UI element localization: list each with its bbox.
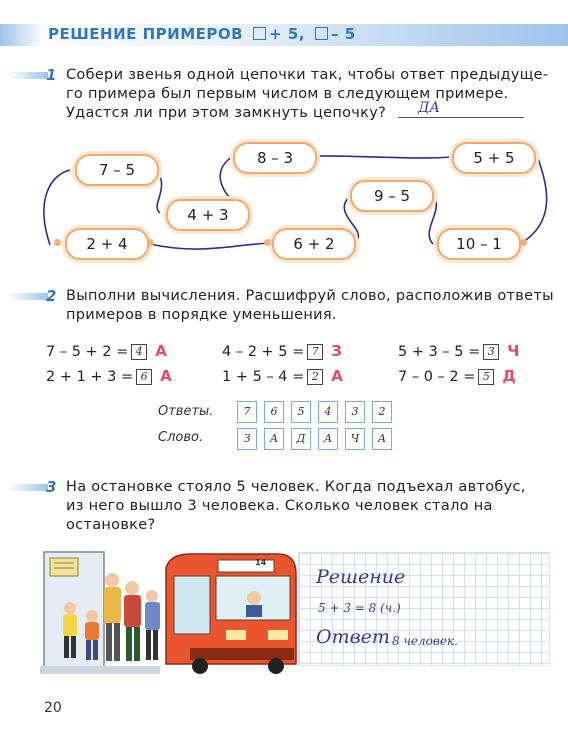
example-letter: А [155,342,167,360]
task-marker-bar [8,484,48,491]
task-marker-bar [8,293,48,300]
answer-text: 8 человек. [392,634,458,648]
word-cell[interactable]: А [264,428,284,450]
pavement [40,666,160,674]
chain-dot [520,239,527,246]
task-3-text [66,478,526,535]
example-letter: З [331,342,342,360]
example-answer-box[interactable]: 5 [478,369,494,385]
chain-link-2: 8 – 3 [233,142,317,174]
task-3-line-1: На остановке стояло 5 человек. Когда подъехал автобус, [66,479,526,495]
solution-label: Решение [316,566,406,588]
chain-link-5: 9 – 5 [350,180,434,212]
answer-cell[interactable]: 2 [372,401,392,423]
example-answer-box[interactable]: 6 [136,369,152,385]
example-letter: Д [502,367,516,385]
example-expression: 7 – 5 + 2 = [46,344,129,360]
example-row [222,342,342,360]
chain-dot [147,239,154,246]
word-cell[interactable]: А [318,428,338,450]
example-answer-box[interactable]: 3 [483,344,499,360]
example-expression: 7 – 0 – 2 = [398,369,476,385]
example-row [398,367,516,385]
section-title-op1: + 5, [269,25,305,43]
chain-line [150,243,270,249]
word-cell[interactable]: Д [291,428,311,450]
task-2-text [66,287,554,325]
page-number: 20 [44,700,62,716]
task-2-line-1: Выполни вычисления. Расшифруй слово, расположив ответы [66,288,554,304]
task-1-number: 1 [46,66,57,84]
answers-label: Ответы. [158,404,214,419]
task-3-line-2: из него вышло 3 человека. Сколько человек стало на [66,498,493,514]
example-answer-box[interactable]: 4 [131,344,147,360]
bus [166,554,296,674]
word-cell[interactable]: З [237,428,257,450]
chain-dot [54,239,61,246]
section-title-text: РЕШЕНИЕ ПРИМЕРОВ [48,25,244,43]
example-expression: 5 + 3 – 5 = [398,344,481,360]
solution-expression: 5 + 3 = 8 (ч.) [318,601,401,615]
example-answer-box[interactable]: 2 [307,369,323,385]
chain-dot [264,239,271,246]
answer-cell[interactable]: 7 [237,401,257,423]
bus-stop-illustration [40,548,300,678]
word-label: Слово. [158,430,204,445]
example-row [46,367,172,385]
task-1-question: Удастся ли при этом замкнуть цепочку? [66,105,387,121]
answer-label: Ответ [316,626,390,648]
answer-cell[interactable]: 4 [318,401,338,423]
task-1-answer-field[interactable]: ДА [398,100,524,118]
chain-line [313,156,450,158]
example-expression: 2 + 1 + 3 = [46,369,134,385]
task-1-line-1: Собери звенья одной цепочки так, чтобы ответ предыдуще- [66,67,549,83]
chain-link-1: 7 – 5 [75,154,159,186]
example-answer-box[interactable]: 7 [307,344,323,360]
example-row [46,342,167,360]
chain-link-4: 4 + 3 [166,199,250,231]
answer-cell[interactable]: 3 [345,401,365,423]
chain-link-3: 5 + 5 [452,142,536,174]
chain-link-8: 10 – 1 [437,228,521,260]
example-row [398,342,519,360]
word-cell[interactable]: А [372,428,392,450]
chain-link-7: 6 + 2 [272,228,356,260]
answer-cell[interactable]: 5 [291,401,311,423]
answer-cell[interactable]: 6 [264,401,284,423]
example-expression: 1 + 5 – 4 = [222,369,305,385]
timetable-sign [50,558,78,576]
task-1-line-2: го примера был первым числом в следующем примере. [66,86,509,102]
chain-link-6: 2 + 4 [65,228,149,260]
example-letter: А [160,367,172,385]
task-3-number: 3 [46,478,57,496]
task-2-number: 2 [46,287,57,305]
task-3-line-3: остановке? [66,517,156,533]
example-letter: Ч [507,342,520,360]
example-expression: 4 – 2 + 5 = [222,344,305,360]
example-letter: А [331,367,343,385]
word-cell[interactable]: Ч [345,428,365,450]
chain-line [44,170,70,245]
example-row [222,367,343,385]
bus-number: 14 [255,558,267,567]
task-2-line-2: примеров в порядке уменьшения. [66,307,337,323]
section-title-op2: – 5 [330,25,356,43]
